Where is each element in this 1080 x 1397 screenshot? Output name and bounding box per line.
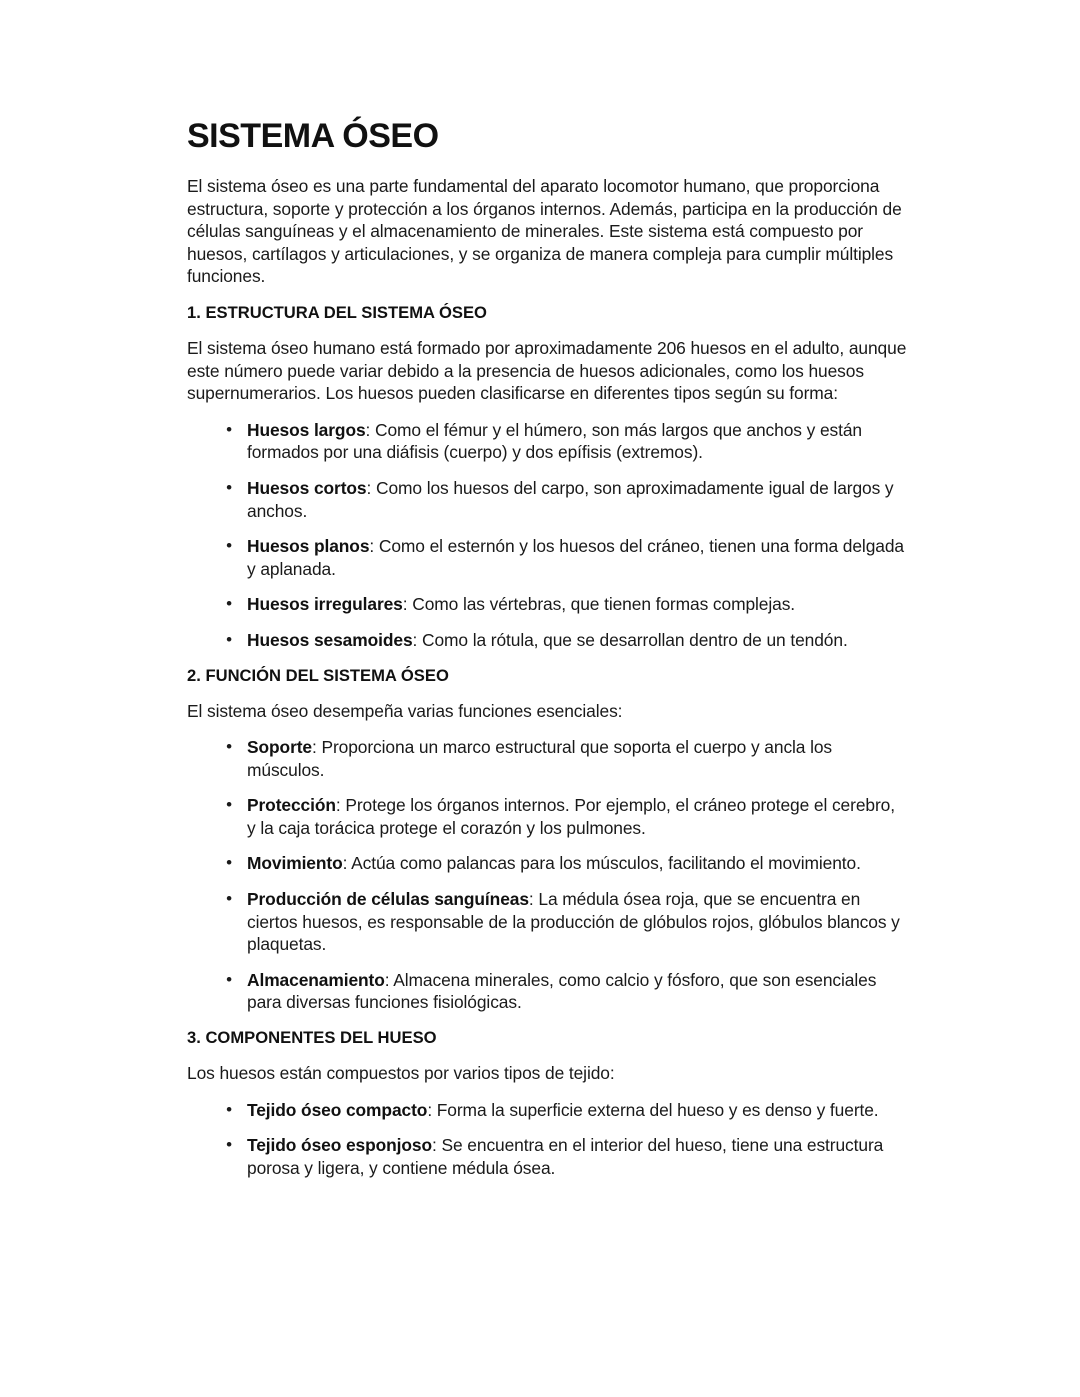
- bullet-icon: •: [226, 629, 232, 649]
- list-item-text: : Como el esternón y los huesos del cráneo, tienen una forma delgada y aplanada.: [247, 536, 904, 579]
- list-item: [187, 969, 907, 1014]
- bullet-icon: •: [226, 795, 232, 815]
- list-item-text: : Como las vértebras, que tienen formas complejas.: [402, 594, 796, 615]
- bullet-icon: •: [226, 419, 232, 439]
- list-item-term: Movimiento: [247, 853, 343, 874]
- list-item: [187, 1099, 907, 1122]
- list-item-text: : Proporciona un marco estructural que soporta el cuerpo y ancla los músculos.: [247, 737, 833, 780]
- list-item: [187, 535, 907, 580]
- list-item-term: Huesos planos: [247, 536, 370, 557]
- list-item-text: : Como los huesos del carpo, son aproximadamente igual de largos y anchos.: [247, 477, 894, 521]
- list-item: [187, 1134, 907, 1179]
- tissue-list: [187, 1099, 907, 1180]
- page-title: SISTEMA ÓSEO: [187, 117, 439, 155]
- list-item-text: : Protege los órganos internos. Por ejemplo, el cráneo protege el cerebro, y la caja torácica protege el corazón y los pulmones.: [247, 795, 895, 838]
- list-item-text: : Actúa como palancas para los músculos, facilitando el movimiento.: [342, 853, 861, 874]
- document-content: [187, 116, 907, 1192]
- section-heading-componentes: 3. COMPONENTES DEL HUESO: [187, 1028, 437, 1048]
- list-item-term: Huesos sesamoides: [247, 629, 413, 650]
- section-paragraph-estructura: El sistema óseo humano está formado por aproximadamente 206 huesos en el adulto, aunque este número puede variar debido a la presencia de huesos adicionales, como los huesos supernumerarios. Los huesos pueden clasificarse en diferentes tipos según su forma:: [187, 337, 907, 404]
- section-heading-estructura: 1. ESTRUCTURA DEL SISTEMA ÓSEO: [187, 302, 487, 322]
- list-item: [187, 736, 907, 781]
- bullet-icon: •: [226, 1135, 232, 1155]
- bullet-icon: •: [226, 737, 232, 757]
- list-item-text: : Almacena minerales, como calcio y fósforo, que son esenciales para diversas funciones fisiológicas.: [247, 969, 877, 1013]
- functions-list: [187, 736, 907, 1014]
- list-item: [187, 852, 907, 875]
- bullet-icon: •: [226, 889, 232, 909]
- list-item-text: : Como el fémur y el húmero, son más largos que anchos y están formados por una diáfisis (cuerpo) y dos epífisis (extremos).: [247, 419, 862, 463]
- bullet-icon: •: [226, 477, 232, 497]
- bone-types-list: [187, 419, 907, 652]
- bullet-icon: •: [226, 536, 232, 556]
- list-item-term: Tejido óseo compacto: [247, 1099, 428, 1120]
- list-item: [187, 593, 907, 616]
- list-item-term: Huesos irregulares: [247, 594, 403, 615]
- list-item: [187, 419, 907, 464]
- list-item-term: Tejido óseo esponjoso: [247, 1135, 433, 1156]
- section-paragraph-componentes: Los huesos están compuestos por varios tipos de tejido:: [187, 1063, 615, 1084]
- section-heading-funcion: 2. FUNCIÓN DEL SISTEMA ÓSEO: [187, 665, 449, 685]
- bullet-icon: •: [226, 594, 232, 614]
- list-item: [187, 629, 907, 652]
- list-item-term: Soporte: [247, 737, 312, 758]
- list-item-term: Producción de células sanguíneas: [247, 889, 529, 910]
- list-item-text: : Como la rótula, que se desarrollan dentro de un tendón.: [412, 629, 848, 650]
- bullet-icon: •: [226, 1099, 232, 1119]
- list-item-term: Protección: [247, 795, 336, 816]
- list-item-term: Huesos largos: [247, 419, 366, 440]
- list-item-text: : La médula ósea roja, que se encuentra en ciertos huesos, es responsable de la producción de glóbulos rojos, glóbulos blancos y plaquetas.: [247, 889, 900, 955]
- intro-paragraph: El sistema óseo es una parte fundamental del aparato locomotor humano, que proporciona estructura, soporte y protección a los órganos internos. Además, participa en la producción de células sanguíneas y el almacenamiento de minerales. Este sistema está compuesto por huesos, cartílagos y articulaciones, y se organiza de manera compleja para cumplir múltiples funciones.: [187, 176, 902, 287]
- bullet-icon: •: [226, 853, 232, 873]
- list-item-term: Huesos cortos: [247, 477, 367, 498]
- list-item: [187, 888, 907, 956]
- list-item-term: Almacenamiento: [247, 969, 385, 990]
- list-item: [187, 477, 907, 522]
- list-item-text: : Forma la superficie externa del hueso y es denso y fuerte.: [427, 1099, 879, 1120]
- bullet-icon: •: [226, 969, 232, 989]
- section-paragraph-funcion: El sistema óseo desempeña varias funciones esenciales:: [187, 700, 623, 721]
- list-item-text: : Se encuentra en el interior del hueso, tiene una estructura porosa y ligera, y contiene médula ósea.: [247, 1135, 884, 1178]
- list-item: [187, 794, 907, 839]
